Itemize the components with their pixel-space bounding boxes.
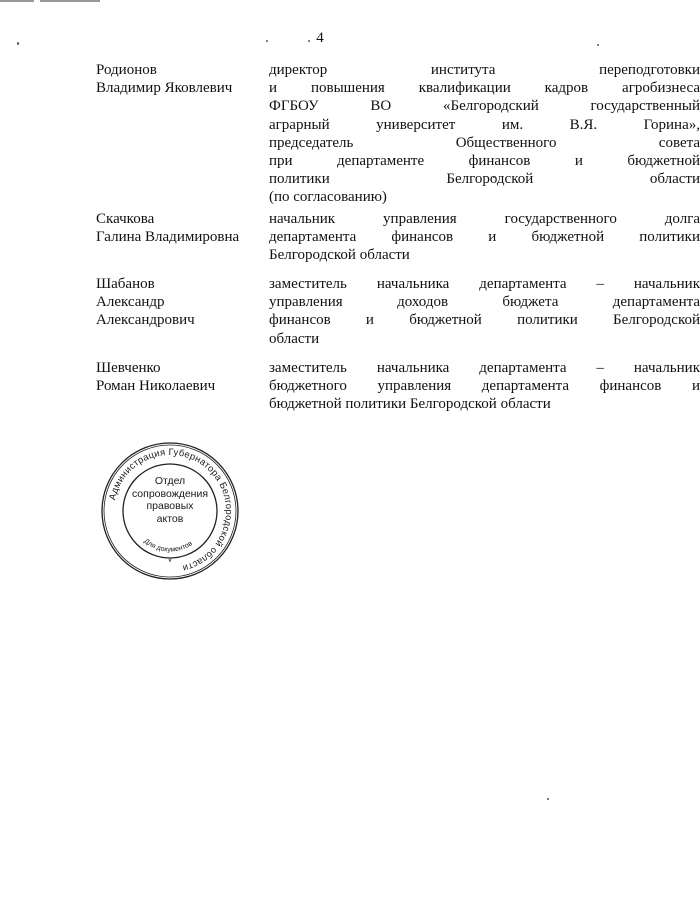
name-line: Александрович	[96, 312, 195, 329]
role-line: политики Белгородской области	[269, 171, 700, 188]
role-line: ФГБОУ ВО «Белгородский государственный	[269, 98, 700, 115]
role-line: директор института переподготовки	[269, 62, 700, 78]
scan-speck	[547, 798, 549, 800]
member-role	[269, 359, 700, 414]
member-name	[96, 359, 264, 395]
name-line: Роман Николаевич	[96, 378, 216, 395]
page-number: 4	[316, 30, 324, 46]
role-line: Белгородской области	[269, 247, 410, 264]
stamp-star: *	[168, 557, 172, 567]
role-line: (по согласованию)	[269, 189, 387, 206]
stamp-line: Отдел	[154, 475, 186, 487]
member-name	[96, 61, 264, 97]
member-role	[269, 275, 700, 348]
member-name	[96, 275, 264, 330]
name-line: Галина Владимировна	[96, 229, 240, 246]
role-line: бюджетной политики Белгородской области	[269, 396, 551, 413]
name-line: Шевченко	[96, 360, 161, 376]
stamp-line: правовых	[146, 500, 194, 512]
role-line: начальник управления государственного долга	[269, 211, 700, 227]
member-name	[96, 210, 264, 246]
stamp-bottom-text: Для документов	[142, 537, 194, 554]
role-line: управления доходов бюджета департамента	[269, 294, 700, 311]
role-line: заместитель начальника департамента – начальник	[269, 276, 700, 292]
role-line: департамента финансов и бюджетной политики	[269, 229, 700, 246]
role-line: при департаменте финансов и бюджетной	[269, 153, 700, 170]
scan-artifact-line	[0, 0, 34, 2]
name-line: Шабанов	[96, 276, 155, 292]
stamp-line: актов	[156, 512, 184, 525]
stamp-center-text	[120, 475, 220, 525]
official-stamp	[100, 441, 240, 581]
role-line: заместитель начальника департамента – начальник	[269, 360, 700, 376]
name-line: Владимир Яковлевич	[96, 80, 233, 97]
member-role	[269, 61, 700, 207]
name-line: Скачкова	[96, 211, 155, 227]
stamp-ring-text: Администрация Губернатора Белгородской области	[106, 445, 236, 575]
scan-artifact-line	[40, 0, 100, 2]
member-role	[269, 210, 700, 265]
name-line: Александр	[96, 294, 165, 311]
name-line: Родионов	[96, 62, 157, 78]
role-line: финансов и бюджетной политики Белгородской	[269, 312, 700, 329]
role-line: области	[269, 330, 320, 347]
role-line: аграрный университет им. В.Я. Горина»,	[269, 116, 700, 133]
role-line: председатель Общественного совета	[269, 134, 700, 151]
stamp-line: сопровождения	[131, 487, 209, 500]
role-line: бюджетного управления департамента финансов и	[269, 378, 700, 395]
role-line: и повышения квалификации кадров агробизнеса	[269, 80, 700, 97]
